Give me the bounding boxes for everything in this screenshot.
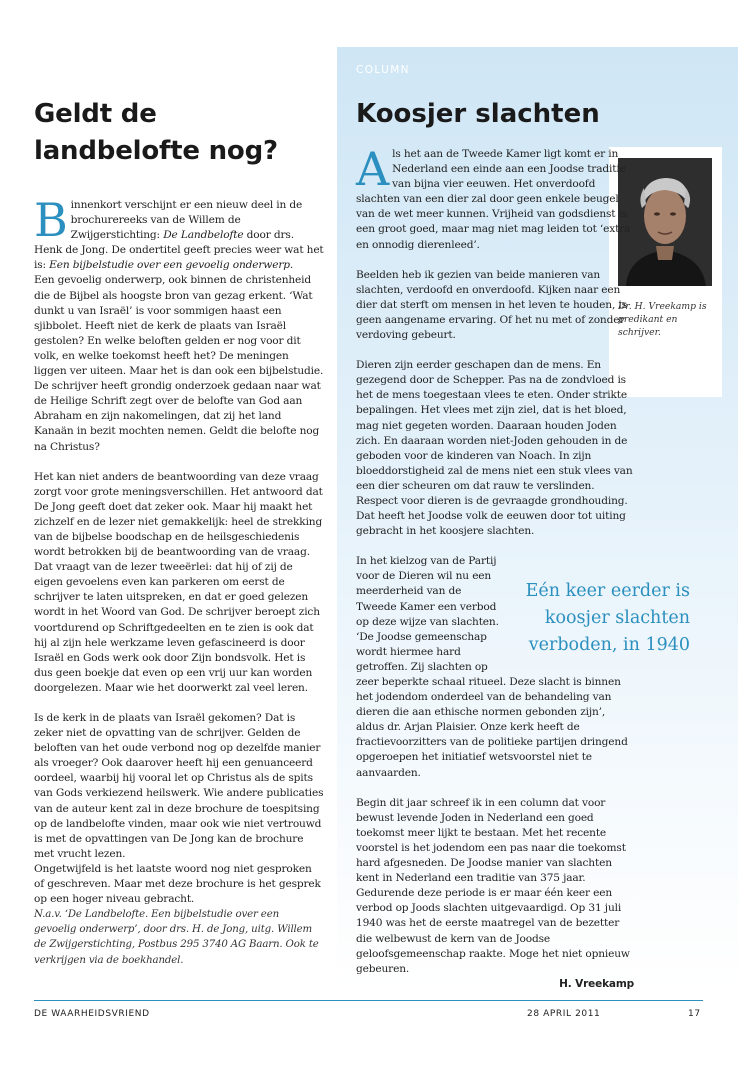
left-paragraph: Het kan niet anders de beantwoording van deze vraag zorgt voor grote meningsverschillen. Het antwoord dat De Jong geeft doet dat zeker ook. Maar hij maakt het zichzelf en de lezer niet gemakkelijk: heel de strekking van de bijbelse boodschap en de heilsgeschiedenis wordt betrokken bij de beantwoording van de vraag. — [34, 470, 323, 559]
left-paragraph: Is de kerk in de plaats van Israël gekomen? Dat is zeker niet de opvatting van de schrijver. Gelden de beloften van het oude verbond nog op dezelfde manier als vroeger? Ook daarover heeft hij een genuanceerd oordeel, waarbij hij vooral let op Christus als de spits van Gods verkiezend heilswerk. Wie andere publicaties van de auteur kent zal in deze brochure de toespitsing op de landbelofte vinden, maar ook wie niet vertrouwd is met de opvattingen van De Jong kan de brochure met vrucht lezen. — [34, 712, 324, 860]
book-title: De Landbelofte — [163, 229, 244, 242]
column-article — [356, 142, 634, 992]
footer-rule — [34, 1000, 703, 1001]
column-signature: H. Vreekamp — [559, 977, 634, 990]
column-dropcap: A — [356, 142, 390, 196]
intro-text: innenkort verschijnt er een nieuw deel in de brochurereeks van de Willem de Zwijgerstichting: — [70, 199, 303, 242]
left-paragraph: Een gevoelig onderwerp, ook binnen de christenheid die de Bijbel als hoogste bron van gezag erkent. ‘Wat dunkt u van Israël’ is voor sommigen haast een sjibbolet. Heeft niet de kerk de plaats van Israël gestolen? En welke beloften gelden er nog voor dit volk, en welke toekomst heeft het? De meningen liggen ver uiteen. Maar het is dan ook een bijbelstudie. De schrijver heeft grondig onderzoek gedaan naar wat de Heilige Schrift zegt over de belofte van God aan Abraham en zijn nakomelingen, dat zij het land Kanaän in bezit mochten nemen. Geldt die belofte nog na Christus? — [34, 274, 324, 453]
column-title: Koosjer slachten — [356, 99, 600, 129]
column-paragraph: Dieren zijn eerder geschapen dan de mens. En gezegend door de Schepper. Pas na de zondvloed is het de mens toegestaan vlees te eten. Onder strikte bepalingen. Het vlees met zijn ziel, dat is het bloed, mag niet gegeten worden. Daaraan houden Joden zich. En daaraan worden niet-Joden gehouden in de geboden voor de kinderen van Noach. In zijn bloeddorstigheid zal de mens niet een stuk vlees van een dier scheuren om dat rauw te verslinden. Respect voor dieren is de gevraagde grondhouding. Dat heeft het Joodse volk de eeuwen door tot uiting gebracht in het koosjere slachten. — [356, 359, 633, 538]
pull-quote: Eén keer eerder is koosjer slachten verboden, in 1940 — [525, 581, 690, 655]
left-paragraph: Dat vraagt van de lezer tweeërlei: dat hij of zij de eigen gevoelens even kan parkeren om eerst de schrijver te laten uitspreken, en dat er goed gelezen wordt in het Woord van God. De schrijver beroept zich voortdurend op Schriftgedeelten en te zien is ook dat hij al zijn hele werkzame leven gefascineerd is door Israël en Gods werk ook door Zijn bondsvolk. Het is dus geen boekje dat even op een vrij uur kan worden doorgelezen. Maar wie het doorwerkt zal veel leren. — [34, 561, 320, 694]
left-dropcap: B — [34, 193, 68, 247]
book-subtitle: Een bijbelstudie over een gevoelig onderwerp — [49, 259, 290, 272]
column-paragraph: Begin dit jaar schreef ik in een column dat voor bewust levende Joden in Nederland een goed toekomst meer lijkt te bestaan. Met het recente voorstel is het jodendom een pas naar die toekomst hard afgesneden. De Joodse manier van slachten kent in Nederland een traditie van 375 jaar. Gedurende deze periode is er maar één keer een verbod op Joods slachten uitgevaardigd. Op 31 juli 1940 was het de eerste maatregel van de bezetter die welbewust de kern van de Joodse geloofsgemeenschap raakte. Moge het niet opnieuw gebeuren. — [356, 796, 630, 975]
column-paragraph: Beelden heb ik gezien van beide manieren van slachten, verdoofd en onverdoofd. Kijken naar een dier dat sterft om mensen in het leven te houden, is geen aangename ervaring. Of het nu met of zonder verdoving gebeurt. — [356, 268, 627, 342]
intro-mid: door drs. Henk de Jong. De ondertitel geeft precies weer wat het is: — [34, 229, 324, 272]
left-article-intro — [34, 193, 324, 273]
column-paragraph-text: In het kielzog van de Partij voor de Dieren wil nu een meerderheid van de Tweede Kamer een verbod op deze wijze van slachten. ‘De Joodse gemeenschap wordt hiermee hard getroffen. Zij slachten op zeer beperkte schaal ritueel. Deze slacht is binnen het jodendom onderdeel van de behandeling van dieren die aan ethische normen gebonden zijn’, aldus dr. Arjan Plaisier. Onze kerk heeft de fractievoorzitters van de politieke partijen dringend opgeroepen het initiatief wetsvoorstel niet te aanvaarden. — [356, 555, 628, 779]
left-article — [34, 96, 324, 968]
left-article-note: N.a.v. ‘De Landbelofte. Een bijbelstudie over een gevoelig onderwerp’, door drs. H. de Jong, uitg. Willem de Zwijgerstichting, Postbus 295 3740 AG Baarn. Ook te verkrijgen via de boekhandel. — [34, 909, 319, 966]
column-body — [356, 142, 634, 992]
footer-publication: DE WAARHEIDSVRIEND — [34, 1009, 150, 1019]
footer-date: 28 APRIL 2011 — [527, 1009, 601, 1019]
left-article-body — [34, 193, 324, 968]
column-first-text: ls het aan de Tweede Kamer ligt komt er in Nederland een einde aan een Joodse traditie van bijna vier eeuwen. Het onverdoofd slachten van een dier zal door geen enkele beugel van de wet meer kunnen. Vrijheid van godsdienst is een groot goed, maar mag niet mag leiden tot ‘extra en onnodig dierenleed’. — [356, 148, 631, 251]
column-first-paragraph — [356, 142, 634, 253]
column-label: COLUMN — [356, 64, 410, 76]
left-article-title: Geldt de landbelofte nog? — [34, 99, 278, 166]
footer-page-number: 17 — [688, 1009, 701, 1019]
intro-end: . — [289, 259, 294, 272]
left-paragraph: Ongetwijfeld is het laatste woord nog niet gesproken of geschreven. Maar met deze brochure is het gesprek op een hoger niveau gebracht. — [34, 862, 321, 906]
photo-caption: Dr. H. Vreekamp is predikant en schrijver. — [618, 301, 707, 338]
